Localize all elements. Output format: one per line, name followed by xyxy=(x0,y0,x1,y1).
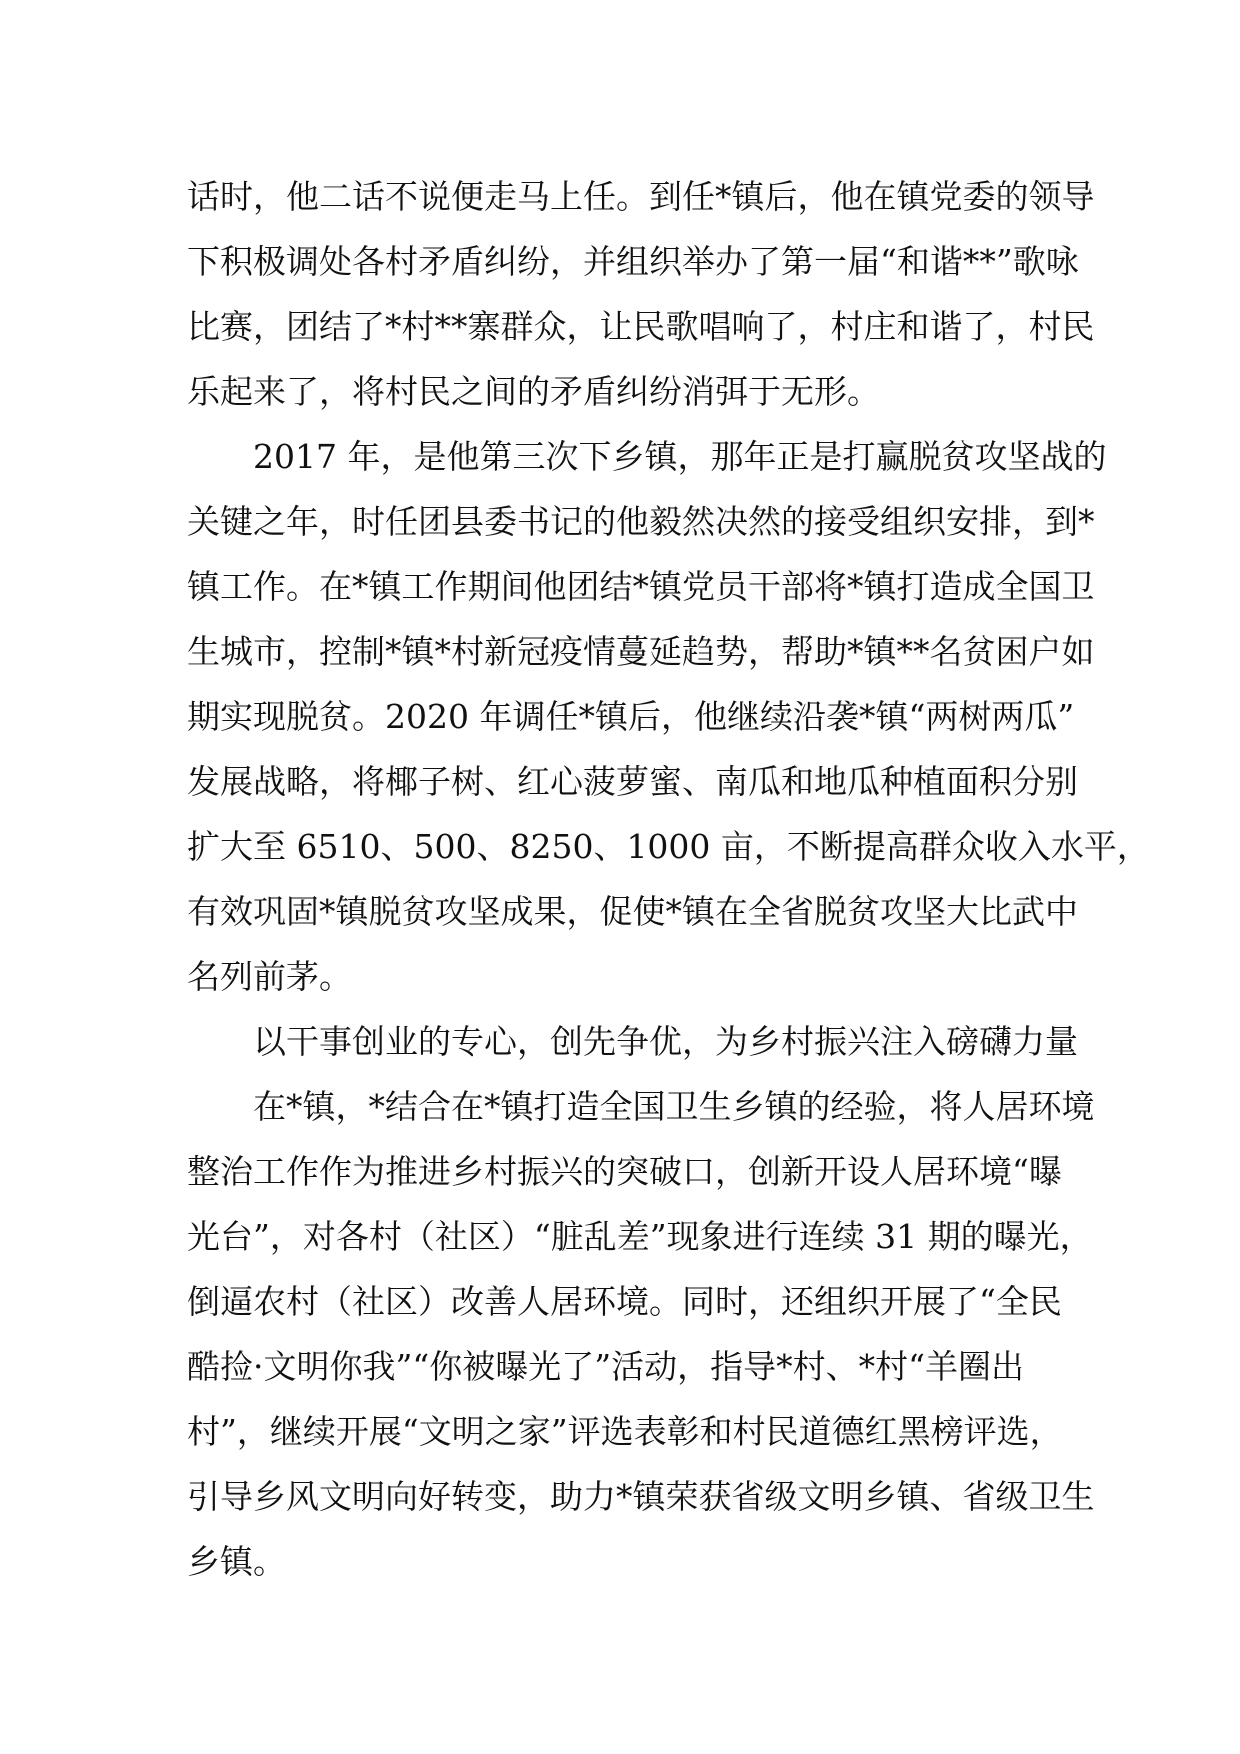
text-line: 在*镇，*结合在*镇打造全国卫生乡镇的经验，将人居环境 xyxy=(253,1087,1095,1126)
paragraph-1 xyxy=(187,164,1095,424)
text-line: 话时，他二话不说便走马上任。到任*镇后，他在镇党委的领导 xyxy=(187,177,1095,216)
text-line: 关键之年，时任团县委书记的他毅然决然的接受组织安排，到* xyxy=(187,502,1095,541)
paragraph-3 xyxy=(187,1074,1095,1594)
document-body xyxy=(187,164,1150,1594)
text-line: 发展战略，将椰子树、红心菠萝蜜、南瓜和地瓜种植面积分别 xyxy=(187,762,1078,801)
text-line: 生城市，控制*镇*村新冠疫情蔓延趋势，帮助*镇**名贫困户如 xyxy=(187,632,1095,671)
text-line: 下积极调处各村矛盾纠纷，并组织举办了第一届“和谐**”歌咏 xyxy=(187,242,1079,281)
paragraph-2 xyxy=(187,424,1150,1009)
text-line: 引导乡风文明向好转变，助力*镇荣获省级文明乡镇、省级卫生 xyxy=(187,1477,1095,1516)
text-line: 乐起来了，将村民之间的矛盾纠纷消弭于无形。 xyxy=(187,372,880,411)
text-line: 有效巩固*镇脱贫攻坚成果，促使*镇在全省脱贫攻坚大比武中 xyxy=(187,892,1078,931)
text-line: 乡镇。 xyxy=(187,1542,286,1581)
text-line: 酷捡·文明你我”“你被曝光了”活动，指导*村、*村“羊圈出 xyxy=(187,1347,1024,1386)
text-line: 2017 年，是他第三次下乡镇，那年正是打赢脱贫攻坚战的 xyxy=(253,437,1107,476)
text-line: 以干事创业的专心，创先争优，为乡村振兴注入磅礴力量 xyxy=(253,1022,1078,1061)
text-line: 光台”，对各村（社区）“脏乱差”现象进行连续 31 期的曝光， xyxy=(187,1217,1093,1256)
text-line: 名列前茅。 xyxy=(187,957,352,996)
section-heading xyxy=(187,1009,1087,1074)
text-line: 倒逼农村（社区）改善人居环境。同时，还组织开展了“全民 xyxy=(187,1282,1062,1321)
text-line: 期实现脱贫。2020 年调任*镇后，他继续沿袭*镇“两树两瓜” xyxy=(187,697,1075,736)
text-line: 村”，继续开展“文明之家”评选表彰和村民道德红黑榜评选， xyxy=(187,1412,1063,1451)
text-line: 镇工作。在*镇工作期间他团结*镇党员干部将*镇打造成全国卫 xyxy=(187,567,1095,606)
text-line: 整治工作作为推进乡村振兴的突破口，创新开设人居环境“曝 xyxy=(187,1152,1062,1191)
text-line: 扩大至 6510、500、8250、1000 亩，不断提高群众收入水平， xyxy=(187,827,1150,866)
text-line: 比赛，团结了*村**寨群众，让民歌唱响了，村庄和谐了，村民 xyxy=(187,307,1095,346)
